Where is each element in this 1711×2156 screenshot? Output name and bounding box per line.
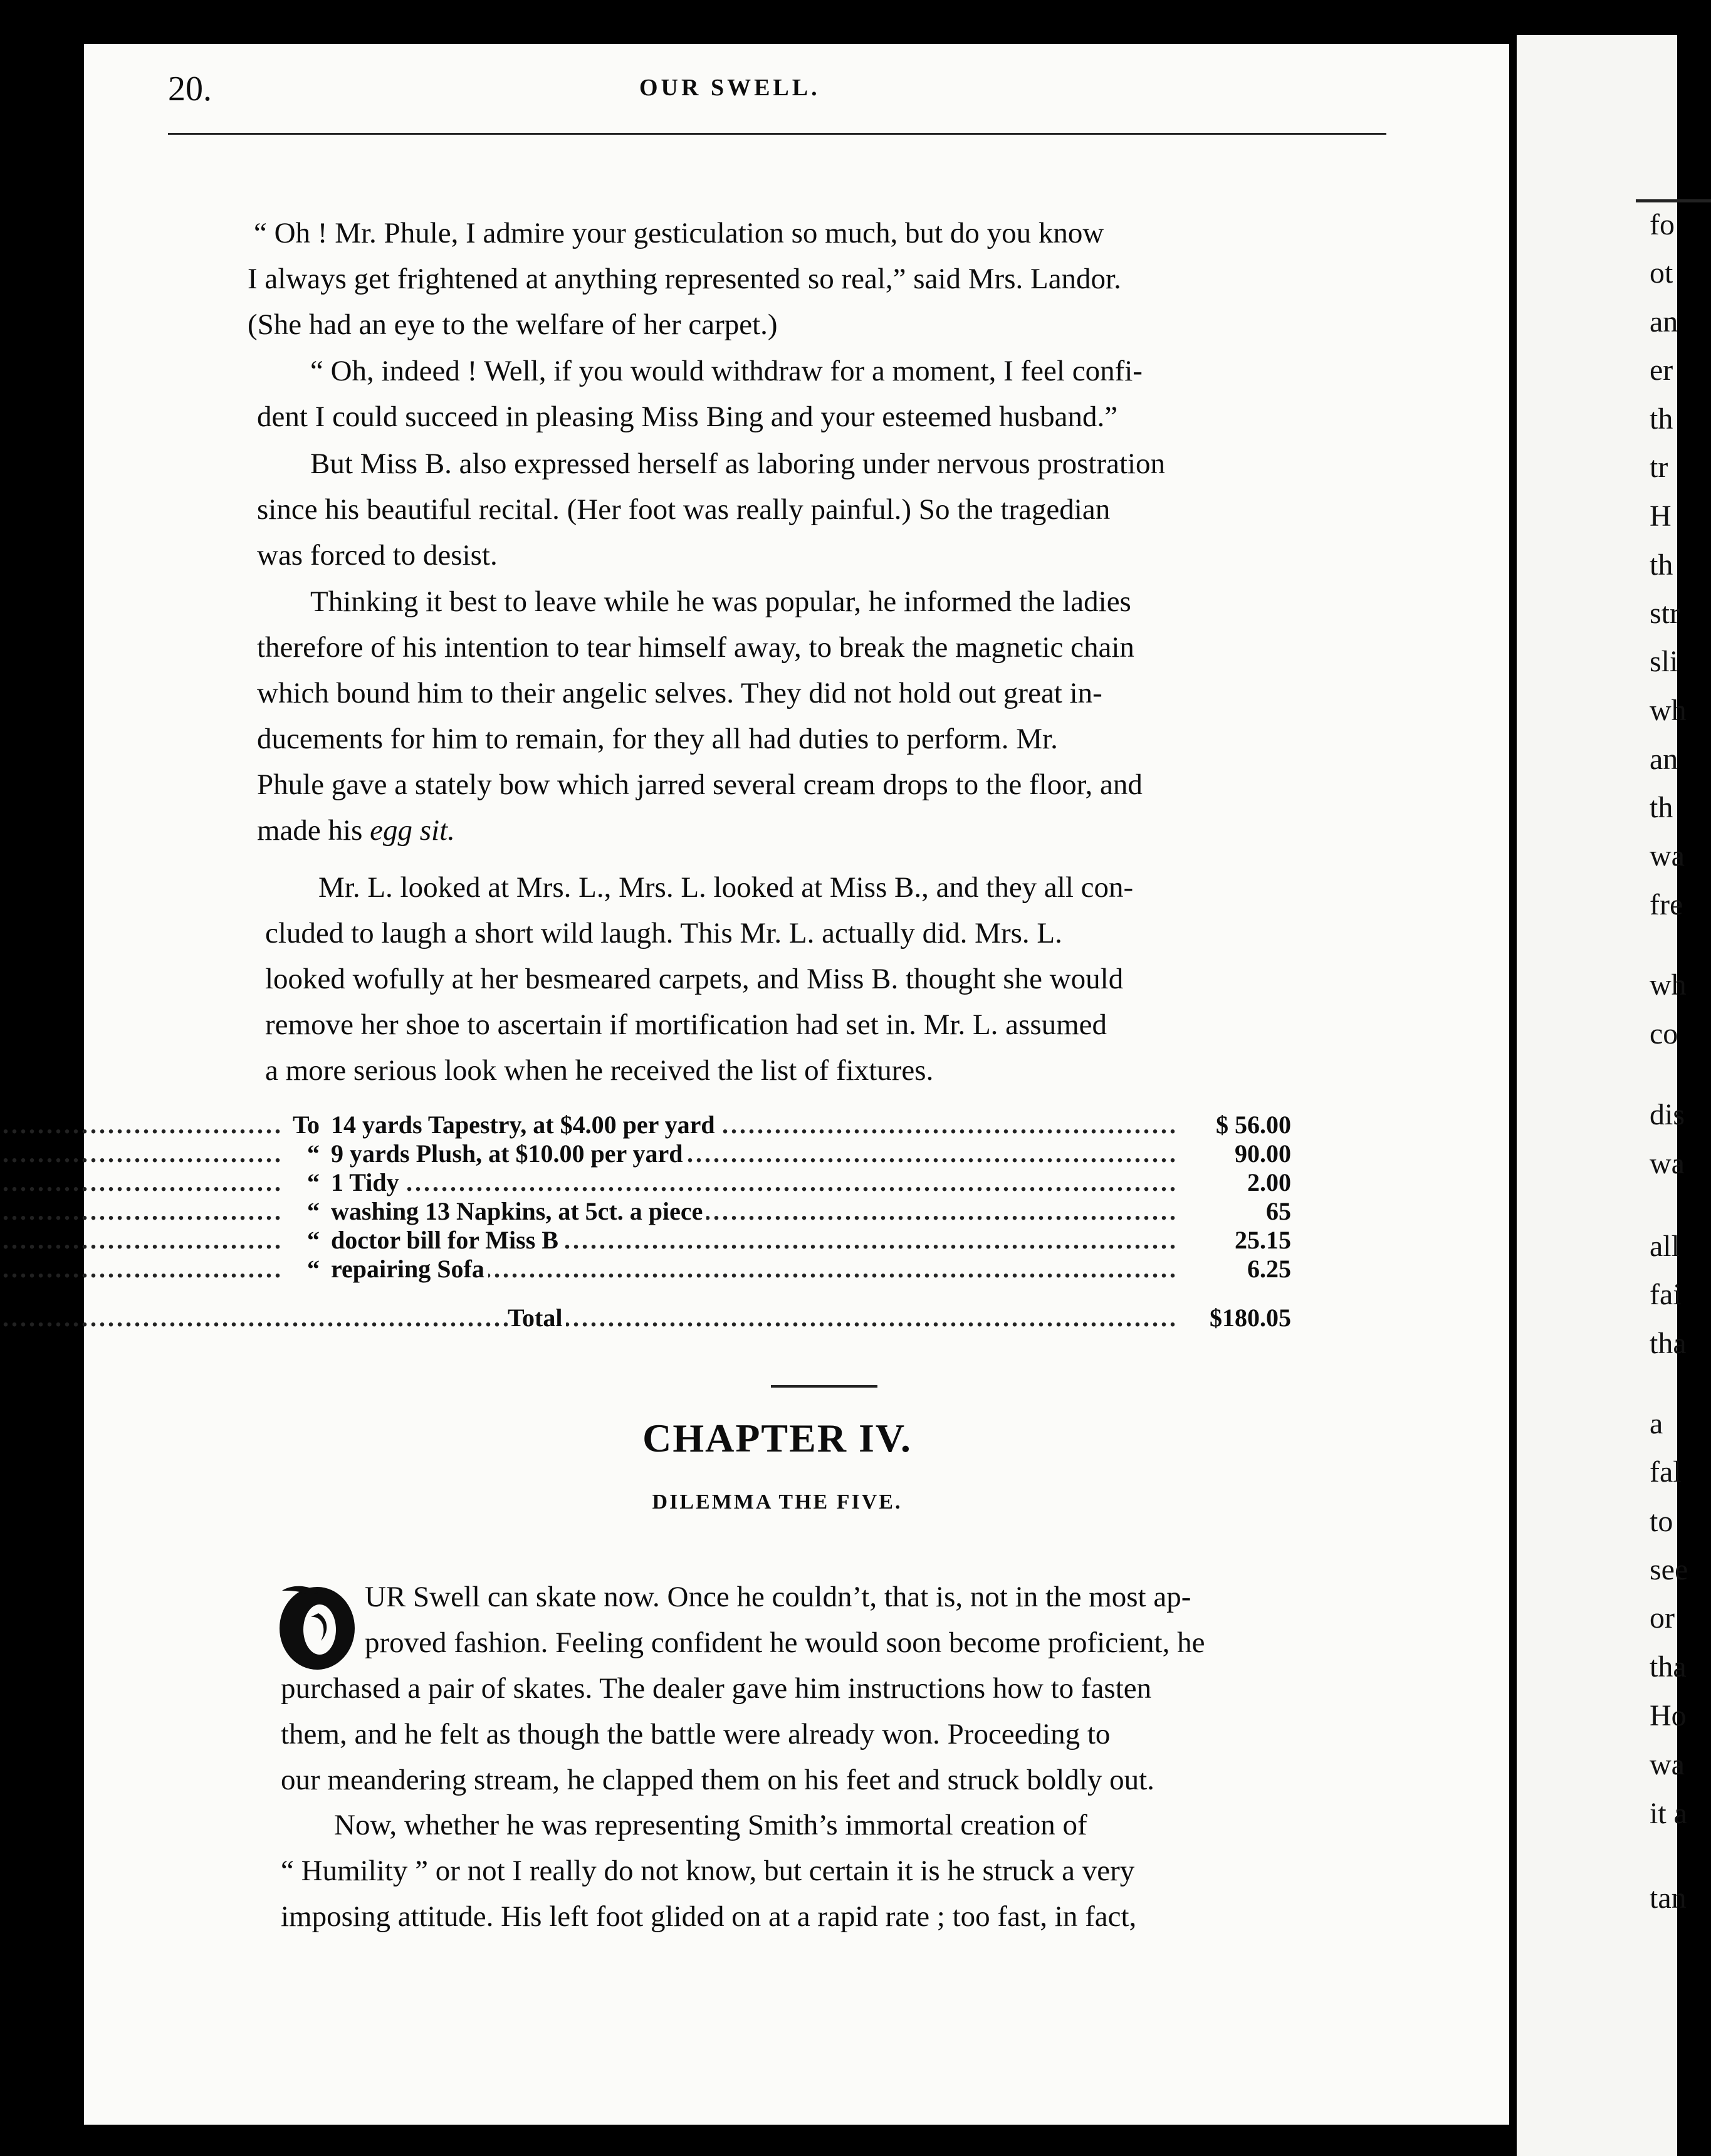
right-page-head-rule: [1636, 199, 1711, 202]
text-line: remove her shoe to ascertain if mortification had set in. Mr. L. assumed: [265, 1008, 1107, 1041]
text-line: a more serious look when he received the list of fixtures.: [265, 1054, 934, 1087]
right-page-fragment: see: [1650, 1553, 1688, 1586]
right-page-fragment: th: [1650, 548, 1673, 582]
total-label: Total: [508, 1304, 566, 1332]
ledger-desc: repairing Sofa: [331, 1255, 484, 1283]
text-line: therefore of his intention to tear himself away, to break the magnetic chain: [257, 631, 1134, 664]
right-page-fragment: wa: [1650, 1748, 1685, 1781]
running-head: OUR SWELL.: [639, 75, 820, 101]
ledger-prefix: “: [307, 1139, 320, 1168]
text-line: imposing attitude. His left foot glided on at a rapid rate ; too fast, in fact,: [281, 1900, 1137, 1933]
right-page-fragment: fal: [1650, 1455, 1682, 1489]
chapter-paragraph-1: [281, 1666, 1393, 1803]
ledger-prefix: “: [307, 1255, 320, 1283]
right-page-fragment: H: [1650, 500, 1672, 533]
ledger-desc: 1 Tidy: [331, 1168, 399, 1196]
text-line: Now, whether he was representing Smith’s immortal creation of: [334, 1809, 1087, 1841]
right-page-fragment: wh: [1650, 968, 1687, 1002]
text-line: But Miss B. also expressed herself as laboring under nervous prostration: [310, 447, 1166, 480]
right-page-fragment: er: [1650, 353, 1673, 387]
chapter-opening-lines: [365, 1574, 1393, 1666]
text-line: purchased a pair of skates. The dealer gave him instructions how to fasten: [281, 1672, 1152, 1705]
page-number: 20.: [168, 70, 212, 108]
text-run: made his: [257, 814, 370, 847]
text-line: [257, 808, 1382, 854]
ledger-amount: 90.00: [1178, 1139, 1291, 1168]
ledger-row: [282, 1226, 1291, 1255]
text-line: ducements for him to remain, for they all had duties to perform. Mr.: [257, 723, 1058, 755]
ledger-row: [282, 1197, 1291, 1226]
right-page-fragment: all: [1650, 1230, 1680, 1263]
right-page-fragment: tr: [1650, 451, 1668, 484]
text-line: looked wofully at her besmeared carpets, and Miss B. thought she would: [265, 963, 1124, 995]
leader-dots: [282, 1168, 1178, 1197]
right-page-fragment: th: [1650, 791, 1673, 824]
total-amount: $180.05: [1178, 1304, 1291, 1332]
right-page-fragment: Ho: [1650, 1699, 1687, 1732]
right-page-fragment: tha: [1650, 1327, 1687, 1360]
right-page-fragment: to: [1650, 1505, 1673, 1538]
right-page-fragment: fre: [1650, 888, 1683, 921]
ledger-total-row: [508, 1304, 1291, 1332]
chapter-title: CHAPTER IV.: [642, 1416, 912, 1460]
text-line: since his beautiful recital. (Her foot was really painful.) So the tragedian: [257, 493, 1111, 526]
text-line: “ Oh, indeed ! Well, if you would withdraw for a moment, I feel confi-: [310, 355, 1143, 387]
paragraph-4: [257, 579, 1382, 854]
text-line: dent I could succeed in pleasing Miss Bing and your esteemed husband.”: [257, 400, 1118, 433]
ledger-prefix: “: [307, 1197, 320, 1225]
ledger-desc: 14 yards Tapestry, at $4.00 per yard: [331, 1111, 715, 1139]
ledger-amount: $ 56.00: [1178, 1111, 1291, 1139]
text-line: our meandering stream, he clapped them on his feet and struck boldly out.: [281, 1764, 1154, 1796]
right-page-fragment: an: [1650, 305, 1678, 338]
chapter-separator-rule: [771, 1385, 877, 1388]
text-line: Phule gave a stately bow which jarred several cream drops to the floor, and: [257, 768, 1143, 801]
ledger-desc: washing 13 Napkins, at 5ct. a piece: [331, 1197, 703, 1225]
header-rule: [168, 133, 1386, 135]
fixtures-ledger: [282, 1111, 1291, 1284]
italic-text: egg sit.: [370, 814, 455, 847]
right-page-fragment: dis: [1650, 1098, 1685, 1131]
right-page-fragment: co: [1650, 1017, 1678, 1050]
right-page-fragment: fai: [1650, 1278, 1682, 1311]
ledger-prefix: “: [307, 1168, 320, 1196]
chapter-subtitle: DILEMMA THE FIVE.: [652, 1490, 903, 1514]
text-line: which bound him to their angelic selves. They did not hold out great in-: [257, 677, 1102, 709]
text-line: “ Humility ” or not I really do not know, but certain it is he struck a very: [281, 1855, 1135, 1887]
text-line: (She had an eye to the welfare of her carpet.): [248, 308, 778, 341]
ledger-amount: 6.25: [1178, 1255, 1291, 1284]
right-page-fragment: it a: [1650, 1797, 1687, 1830]
text-line: I always get frightened at anything represented so real,” said Mrs. Landor.: [248, 263, 1121, 295]
text-line: UR Swell can skate now. Once he couldn’t, that is, not in the most ap-: [365, 1581, 1191, 1613]
text-line: cluded to laugh a short wild laugh. This Mr. L. actually did. Mrs. L.: [265, 917, 1062, 950]
text-line: them, and he felt as though the battle were already won. Proceeding to: [281, 1718, 1111, 1750]
paragraph-1: [248, 211, 1369, 348]
ledger-row: [282, 1168, 1291, 1197]
ledger-row: [282, 1139, 1291, 1168]
right-page-fragment: fo: [1650, 208, 1675, 241]
ledger-row: [282, 1111, 1291, 1139]
text-line: “ Oh ! Mr. Phule, I admire your gesticulation so much, but do you know: [254, 217, 1104, 249]
text-line: Mr. L. looked at Mrs. L., Mrs. L. looked at Miss B., and they all con-: [318, 871, 1134, 904]
ledger-amount: 2.00: [1178, 1168, 1291, 1197]
right-page-fragment: str: [1650, 597, 1680, 630]
leader-dots: [508, 1304, 1178, 1332]
paragraph-5: [265, 865, 1384, 1094]
ledger-row: [282, 1255, 1291, 1284]
right-page-fragment: a: [1650, 1407, 1663, 1440]
dropcap-ornament-icon: [275, 1579, 360, 1673]
paragraph-2: [257, 348, 1376, 440]
right-page-fragment: or: [1650, 1601, 1675, 1635]
right-page-fragment: wa: [1650, 839, 1685, 872]
ledger-prefix: “: [307, 1226, 320, 1254]
ledger-desc: doctor bill for Miss B: [331, 1226, 558, 1254]
right-page-fragment: tha: [1650, 1650, 1687, 1683]
text-line: Thinking it best to leave while he was popular, he informed the ladies: [310, 585, 1131, 618]
right-page-fragment: tan: [1650, 1881, 1687, 1915]
ledger-prefix: To: [292, 1111, 320, 1139]
text-line: proved fashion. Feeling confident he would soon become proficient, he: [365, 1626, 1205, 1659]
paragraph-3: [257, 441, 1382, 578]
ledger-amount: 25.15: [1178, 1226, 1291, 1255]
right-page-fragment: th: [1650, 402, 1673, 436]
right-page-fragment: an: [1650, 743, 1678, 776]
right-page-fragment: wa: [1650, 1147, 1685, 1180]
right-page-edge: [1517, 35, 1688, 2156]
chapter-paragraph-2: [281, 1803, 1393, 1940]
right-page-fragment: wh: [1650, 694, 1687, 727]
ledger-amount: 65: [1178, 1197, 1291, 1226]
right-page-fragment: ot: [1650, 256, 1673, 290]
text-line: was forced to desist.: [257, 539, 498, 572]
right-page-fragment: sli: [1650, 645, 1678, 678]
ledger-desc: 9 yards Plush, at $10.00 per yard: [331, 1139, 683, 1168]
